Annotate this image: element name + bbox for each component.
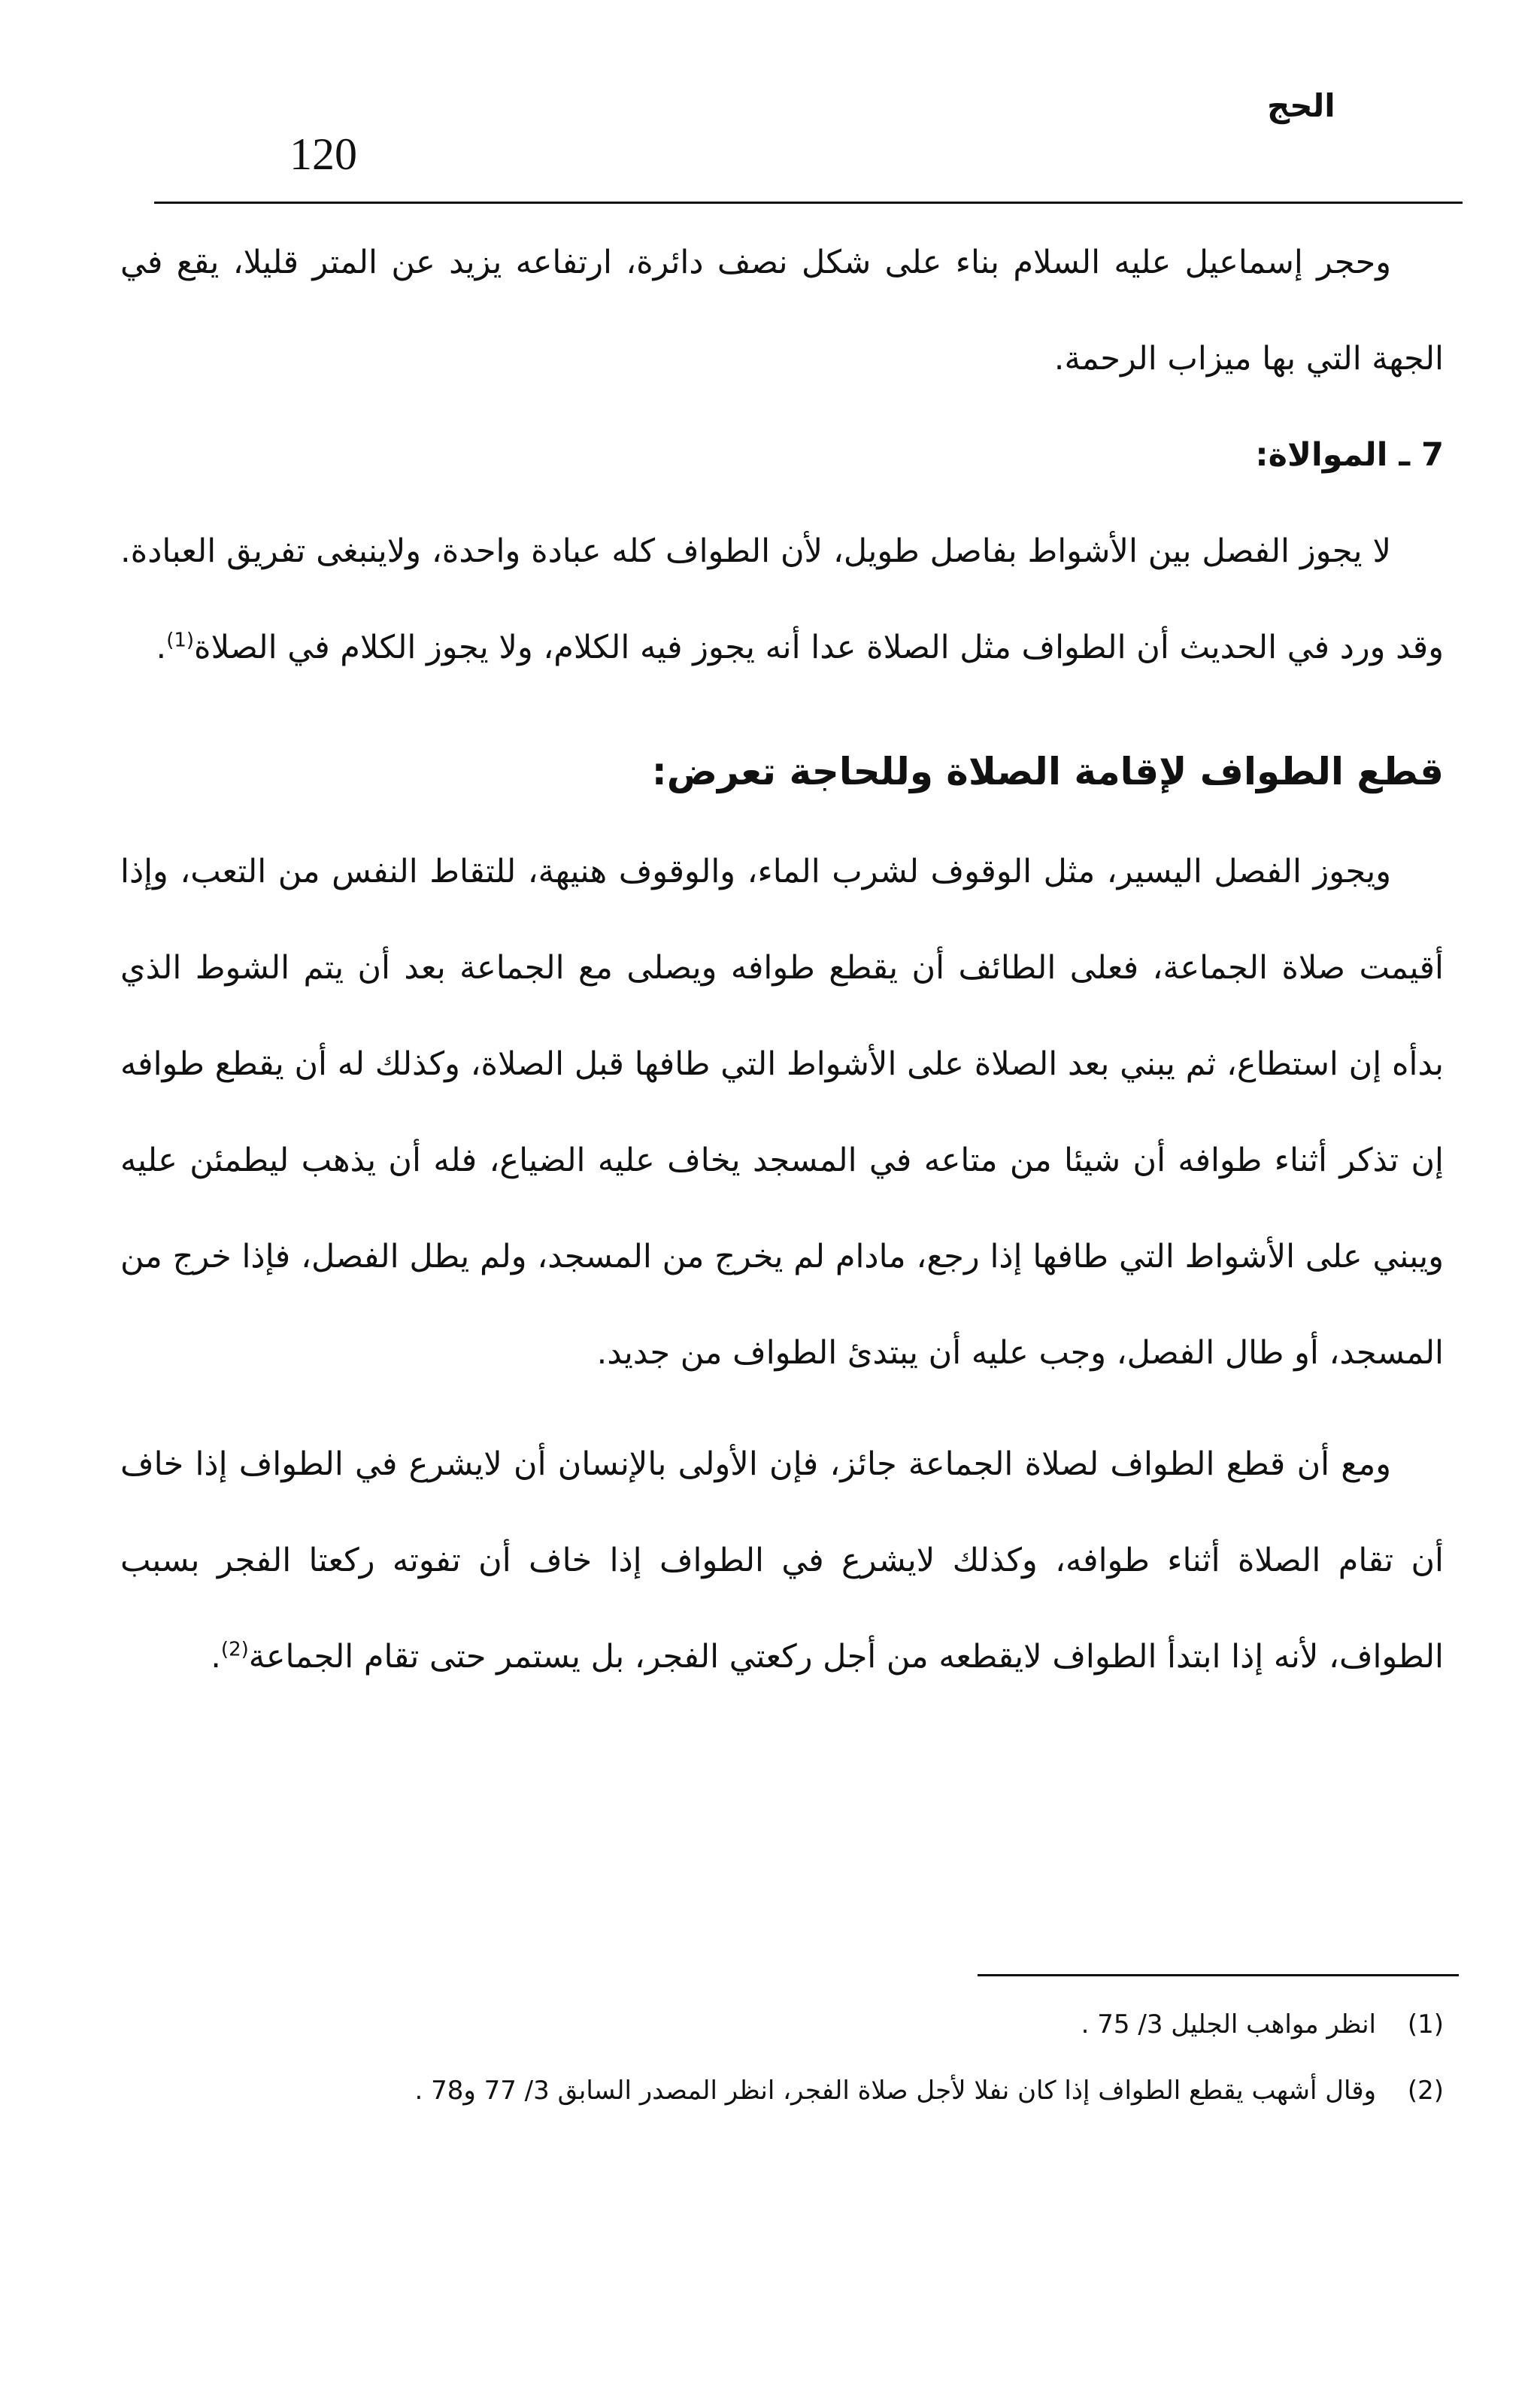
footnote-ref-1[interactable]: (1) bbox=[166, 629, 195, 652]
section-gap bbox=[120, 696, 1444, 711]
paragraph-congregation-end: . bbox=[211, 1638, 221, 1676]
page-header bbox=[120, 87, 1444, 196]
footnote-number: (2) bbox=[1407, 2076, 1444, 2106]
paragraph-gap bbox=[120, 1401, 1444, 1416]
paragraph-interruption: ويجوز الفصل اليسير، مثل الوقوف لشرب الماء، والوقوف هنيهة، للتقاط النفس من التعب، وإذا أقيمت صلاة الجماعة، فعلى الطائف أن يقطع طوافه ويصلى مع الجماعة بعد أن يتم الشوط الذي بدأه إن استطاع، ثم يبني بعد الصلاة على الأشواط التي طافها قبل الصلاة، وكذلك له أن يقطع طوافه إن تذكر أثناء طوافه أن شيئا من متاعه في المسجد يخاف عليه الضياع، فله أن يذهب ليطمئن عليه ويبني على الأشواط التي طافها إذا رجع، مادام لم يخرج من المسجد، ولم يطل الفصل، فإذا خرج من المسجد، أو طال الفصل، وجب عليه أن يبتدئ الطواف من جديد. bbox=[120, 853, 1444, 1372]
item-heading-muwalat: 7 ـ الموالاة: bbox=[1255, 436, 1444, 474]
section-heading: قطع الطواف لإقامة الصلاة وللحاجة تعرض: bbox=[651, 750, 1444, 793]
footnote-2 bbox=[120, 2058, 1444, 2124]
paragraph-muwalat-end: . bbox=[156, 629, 167, 666]
paragraph-muwalat-text: لا يجوز الفصل بين الأشواط بفاصل طويل، لأن الطواف كله عبادة واحدة، ولاينبغى تفريق العبادة. وقد ورد في الحديث أن الطواف مثل الصلاة عدا أنه يجوز فيه الكلام، ولا يجوز الكلام في الصلاة bbox=[120, 532, 1444, 666]
paragraph-congregation-text: ومع أن قطع الطواف لصلاة الجماعة جائز، فإن الأولى بالإنسان أن لايشرع في الطواف إذا خاف أن تقام الصلاة أثناء طوافه، وكذلك لايشرع في الطواف إذا خاف أن تفوته ركعتا الفجر بسبب الطواف، لأنه إذا ابتدأ الطواف لايقطعه من أجل ركعتي الفجر، بل يستمر حتى تقام الجماعة bbox=[120, 1445, 1444, 1676]
paragraph-muwalat bbox=[120, 503, 1444, 696]
footnote-number: (1) bbox=[1407, 2009, 1444, 2040]
footnote-ref-2[interactable]: (2) bbox=[220, 1638, 249, 1661]
footnote-rule bbox=[978, 1974, 1459, 1976]
footnote-text: وقال أشهب يقطع الطواف إذا كان نفلا لأجل صلاة الفجر، انظر المصدر السابق 3/ 77 و78 . bbox=[414, 2076, 1376, 2106]
footnote-1 bbox=[120, 1991, 1444, 2058]
main-text bbox=[120, 214, 1444, 1705]
page-number: 120 bbox=[290, 129, 357, 179]
paragraph-hijr-ismail: وحجر إسماعيل عليه السلام بناء على شكل نصف دائرة، ارتفاعه يزيد عن المتر قليلا، يقع في الجهة التي بها ميزاب الرحمة. bbox=[120, 244, 1444, 378]
paragraph-congregation bbox=[120, 1416, 1444, 1705]
running-title: الحج bbox=[1267, 87, 1335, 124]
book-page bbox=[120, 87, 1444, 2331]
header-rule bbox=[154, 202, 1463, 204]
footnote-text: انظر مواهب الجليل 3/ 75 . bbox=[1081, 2009, 1376, 2040]
footnotes bbox=[120, 1974, 1444, 2124]
